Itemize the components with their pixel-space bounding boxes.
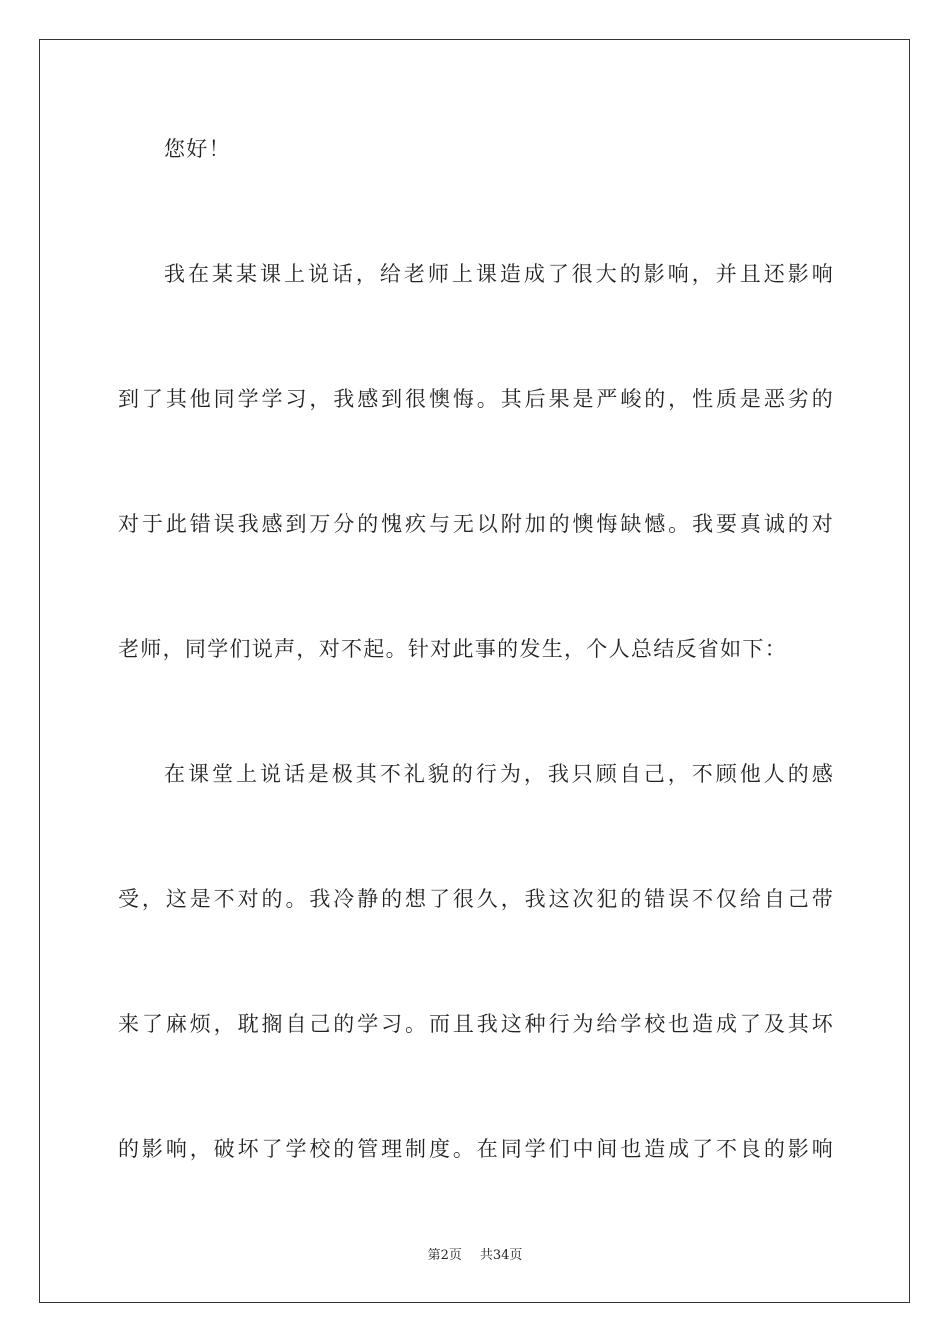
page-footer	[0, 1247, 950, 1265]
paragraph-line: 在课堂上说话是极其不礼貌的行为，我只顾自己，不顾他人的感	[164, 762, 834, 786]
page-number: 第2页	[427, 1248, 462, 1263]
page-border	[39, 39, 910, 1303]
paragraph-line: 我在某某课上说话，给老师上课造成了很大的影响，并且还影响	[164, 262, 834, 286]
paragraph-line: 到了其他同学学习，我感到很懊悔。其后果是严峻的，性质是恶劣的	[118, 387, 834, 411]
greeting-line: 您好！	[164, 137, 231, 161]
page-total: 共34页	[479, 1248, 523, 1263]
paragraph-line: 来了麻烦，耽搁自己的学习。而且我这种行为给学校也造成了及其坏	[118, 1012, 834, 1036]
paragraph-line: 老师，同学们说声，对不起。针对此事的发生，个人总结反省如下：	[118, 637, 787, 661]
paragraph-line: 受，这是不对的。我冷静的想了很久，我这次犯的错误不仅给自己带	[118, 887, 834, 911]
paragraph-line: 的影响，破坏了学校的管理制度。在同学们中间也造成了不良的影响	[118, 1137, 834, 1161]
paragraph-line: 对于此错误我感到万分的愧疚与无以附加的懊悔缺憾。我要真诚的对	[118, 512, 834, 536]
